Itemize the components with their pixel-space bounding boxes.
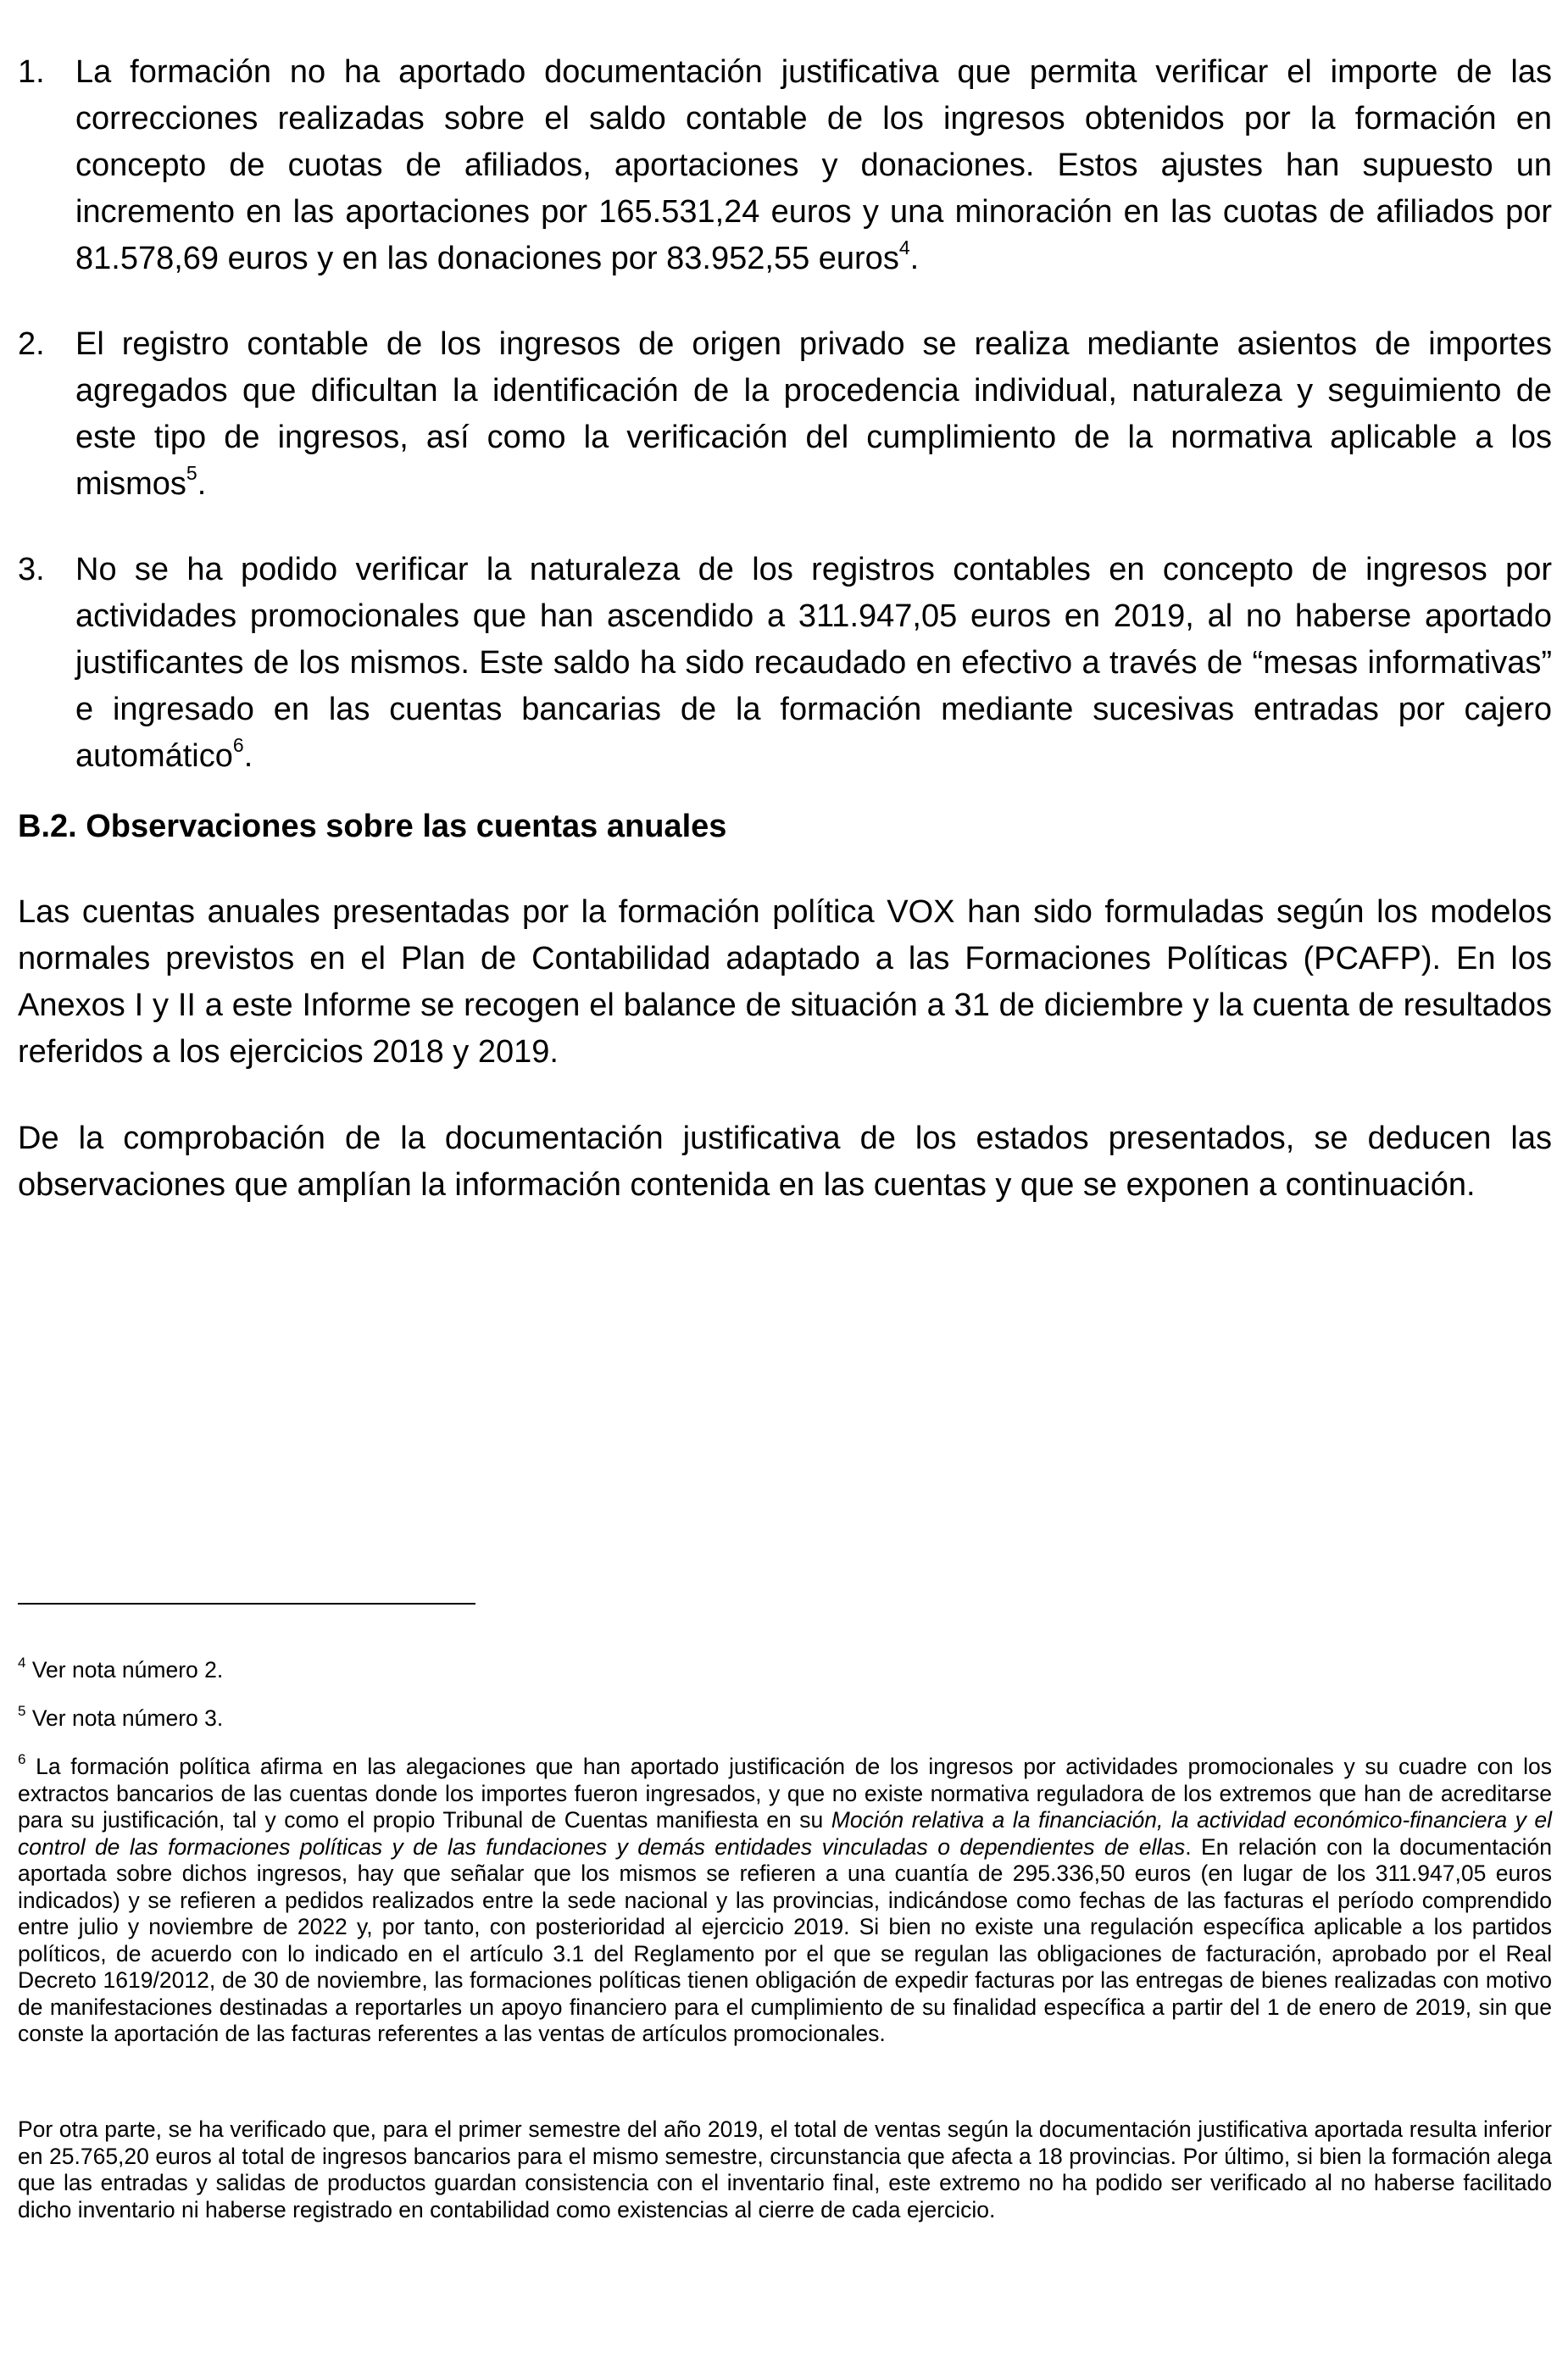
list-item-text: La formación no ha aportado documentación justificativa que permita verificar el importe de las correcciones realizadas sobre el saldo contable de los ingresos obtenidos por la formación en concepto de cuotas de afiliados, aportaciones y donaciones. Estos ajustes han supuesto un incremento en las aportaciones por 165.531,24 euros y una minoración en las cuotas de afiliados por 81.578,69 euros y en las donaciones por 83.952,55 euros — [75, 54, 1552, 276]
footnote-continuation: Por otra parte, se ha verificado que, para el primer semestre del año 2019, el total de ventas según la documentación justificativa aportada resulta inferior en 25.765,20 euros al total de ingresos bancarios para el mismo semestre, circunstancia que afecta a 18 provincias. Por último, si bien la formación alega que las entradas y salidas de productos guardan consistencia con el inventario final, este extremo no ha podido ser verificado al no haberse facilitado dicho inventario ni haberse registrado en contabilidad como existencias al cierre de cada ejercicio. — [18, 2117, 1552, 2222]
list-item — [18, 49, 1552, 282]
footnote-ref[interactable]: 5 — [186, 462, 197, 485]
body-paragraph: De la comprobación de la documentación justificativa de los estados presentados, se deducen las observaciones que amplían la información contenida en las cuentas y que se exponen a continuación. — [18, 1121, 1552, 1203]
list-item — [18, 547, 1552, 780]
footnote-text: Ver nota número 2. — [31, 1657, 224, 1683]
section-heading: B.2. Observaciones sobre las cuentas anuales — [18, 809, 727, 844]
list-item-end: . — [243, 738, 253, 774]
list-item-end: . — [909, 241, 920, 276]
footnote-separator — [18, 1603, 475, 1605]
footnote-ref[interactable]: 4 — [898, 236, 910, 259]
footnote-mark: 6 — [18, 1751, 26, 1768]
list-item-number: 2. — [18, 326, 45, 362]
list-item-text: El registro contable de los ingresos de origen privado se realiza mediante asientos de importes agregados que dificultan la identificación de la procedencia individual, naturaleza y seguimiento de este tipo de ingresos, así como la verificación del cumplimiento de la normativa aplicable a los mismos — [75, 326, 1552, 502]
list-item-text: No se ha podido verificar la naturaleza de los registros contables en concepto de ingresos por actividades promocionales que han ascendido a 311.947,05 euros en 2019, al no haberse aportado justificantes de los mismos. Este saldo ha sido recaudado en efectivo a través de “mesas informativas” e ingresado en las cuentas bancarias de la formación mediante sucesivas entradas por cajero automático — [75, 552, 1552, 774]
footnote-mark: 4 — [18, 1655, 26, 1672]
list-item — [18, 321, 1552, 508]
footnote — [18, 1657, 1552, 1684]
footnote-ref[interactable]: 6 — [232, 734, 244, 757]
footnote-text: . En relación con la documentación aportada sobre dichos ingresos, hay que señalar que los mismos se refieren a una cuantía de 295.336,50 euros (en lugar de los 311.947,05 euros indicados) y se refieren a pedidos realizados entre la sede nacional y las provincias, indicándose como fechas de las facturas el período comprendido entre julio y noviembre de 2022 y, por tanto, con posterioridad al ejercicio 2019. Si bien no existe una regulación específica aplicable a los partidos políticos, de acuerdo con lo indicado en el artículo 3.1 del Reglamento por el que se regulan las obligaciones de facturación, aprobado por el Real Decreto 1619/2012, de 30 de noviembre, las formaciones políticas tienen obligación de expedir facturas por las entregas de bienes realizadas con motivo de manifestaciones destinadas a reportarles un apoyo financiero para el cumplimiento de su finalidad específica a partir del 1 de enero de 2019, sin que conste la aportación de las facturas referentes a las ventas de artículos promocionales. — [18, 1833, 1552, 2046]
footnote-text: Ver nota número 3. — [31, 1705, 224, 1731]
body-paragraph: Las cuentas anuales presentadas por la formación política VOX han sido formuladas según los modelos normales previstos en el Plan de Contabilidad adaptado a las Formaciones Políticas (PCAFP). En los Anexos I y II a este Informe se recogen el balance de situación a 31 de diciembre y la cuenta de resultados referidos a los ejercicios 2018 y 2019. — [18, 894, 1552, 1070]
footnote — [18, 1705, 1552, 1733]
list-item-number: 1. — [18, 54, 45, 90]
observations-list — [18, 49, 1552, 819]
footnote — [18, 1751, 1552, 2048]
footnote-text: La formación política afirma en las alegaciones que han aportado justificación de los ingresos por actividades promocionales y su cuadre con los extractos bancarios de las cuentas donde los importes fueron ingresados, y que no existe normativa reguladora de los extremos que han de acreditarse para su justificación, tal y como el propio Tribunal de Cuentas manifiesta en su — [18, 1754, 1552, 1833]
footnote-mark: 5 — [18, 1703, 26, 1720]
footnote-italic-title: Moción relativa a la financiación, la actividad económico-financiera y el control de las formaciones políticas y de las fundaciones y demás entidades vinculadas o dependientes de ellas — [18, 1807, 1552, 1860]
list-item-end: . — [197, 466, 207, 502]
list-item-number: 3. — [18, 552, 45, 587]
